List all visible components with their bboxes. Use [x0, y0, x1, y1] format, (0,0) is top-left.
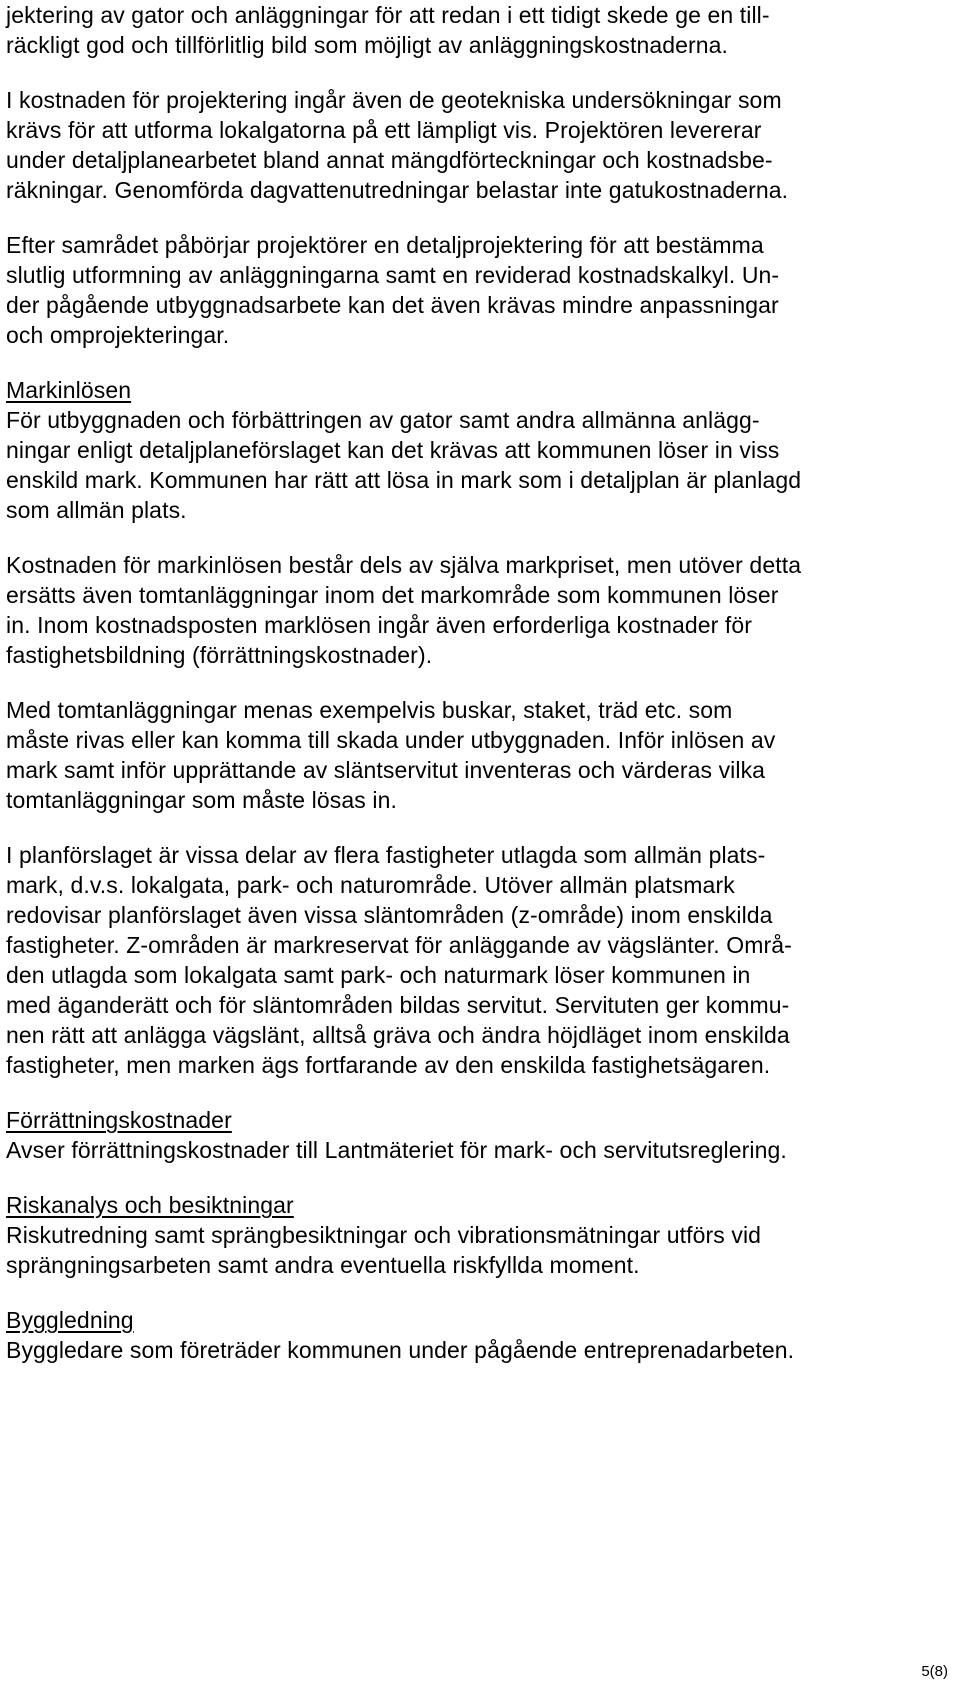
heading-forrattningskostnader: Förrättningskostnader — [6, 1107, 232, 1133]
para-tomtanlaggningar-line-3: mark samt inför upprättande av släntservitut inventeras och värderas vilka — [6, 757, 766, 783]
heading-byggledning: Byggledning — [6, 1307, 134, 1333]
byggledning-line-1: Byggledare som företräder kommunen under pågående entreprenadarbeten. — [6, 1337, 795, 1363]
intro-line-1: jektering av gator och anläggningar för att redan i ett tidigt skede ge en till- — [6, 2, 770, 28]
para-planforslaget-line-7: nen rätt att anlägga vägslänt, alltså gräva och ändra höjdläget inom enskilda — [6, 1022, 790, 1048]
para-samrad-line-1: Efter samrådet påbörjar projektörer en detaljprojektering för att bestämma — [6, 232, 764, 258]
markinlosen-line-1: För utbyggnaden och förbättringen av gator samt andra allmänna anlägg- — [6, 407, 760, 433]
para-planforslaget-line-2: mark, d.v.s. lokalgata, park- och naturområde. Utöver allmän platsmark — [6, 872, 735, 898]
para-planforslaget-line-8: fastigheter, men marken ägs fortfarande av den enskilda fastighetsägaren. — [6, 1052, 771, 1078]
para-projektering-line-3: under detaljplanearbetet bland annat mängdförteckningar och kostnadsbe- — [6, 147, 773, 173]
forrattning-line-1: Avser förrättningskostnader till Lantmäteriet för mark- och servitutsreglering. — [6, 1137, 787, 1163]
para-planforslaget-line-5: den utlagda som lokalgata samt park- och naturmark löser kommunen in — [6, 962, 751, 988]
para-samrad-line-3: der pågående utbyggnadsarbete kan det även krävas mindre anpassningar — [6, 292, 779, 318]
para-kostnaden-line-4: fastighetsbildning (förrättningskostnader). — [6, 642, 433, 668]
para-tomtanlaggningar-line-4: tomtanläggningar som måste lösas in. — [6, 787, 397, 813]
markinlosen-line-2: ningar enligt detaljplaneförslaget kan det krävas att kommunen löser in viss — [6, 437, 780, 463]
para-projektering-line-4: räkningar. Genomförda dagvattenutredningar belastar inte gatukostnaderna. — [6, 177, 789, 203]
para-planforslaget-line-6: med äganderätt och för släntområden bildas servitut. Servituten ger kommu- — [6, 992, 790, 1018]
para-tomtanlaggningar-line-2: måste rivas eller kan komma till skada under utbyggnaden. Inför inlösen av — [6, 727, 776, 753]
para-projektering-line-2: krävs för att utforma lokalgatorna på ett lämpligt vis. Projektören levererar — [6, 117, 762, 143]
page-number: 5(8) — [921, 1663, 948, 1680]
para-samrad-line-4: och omprojekteringar. — [6, 322, 230, 348]
heading-markinlosen: Markinlösen — [6, 377, 132, 403]
intro-line-2: räckligt god och tillförlitlig bild som möjligt av anläggningskostnaderna. — [6, 32, 729, 58]
para-kostnaden-line-3: in. Inom kostnadsposten marklösen ingår även erforderliga kostnader för — [6, 612, 753, 638]
heading-riskanalys: Riskanalys och besiktningar — [6, 1192, 294, 1218]
riskanalys-line-1: Riskutredning samt sprängbesiktningar och vibrationsmätningar utförs vid — [6, 1222, 762, 1248]
para-planforslaget-line-1: I planförslaget är vissa delar av flera fastigheter utlagda som allmän plats- — [6, 842, 766, 868]
para-planforslaget-line-3: redovisar planförslaget även vissa släntområden (z-område) inom enskilda — [6, 902, 773, 928]
para-kostnaden-line-2: ersätts även tomtanläggningar inom det markområde som kommunen löser — [6, 582, 779, 608]
markinlosen-line-3: enskild mark. Kommunen har rätt att lösa in mark som i detaljplan är planlagd — [6, 467, 802, 493]
riskanalys-line-2: sprängningsarbeten samt andra eventuella riskfyllda moment. — [6, 1252, 640, 1278]
para-tomtanlaggningar-line-1: Med tomtanläggningar menas exempelvis buskar, staket, träd etc. som — [6, 697, 733, 723]
para-planforslaget-line-4: fastigheter. Z-områden är markreservat för anläggande av vägslänter. Områ- — [6, 932, 792, 958]
para-projektering-line-1: I kostnaden för projektering ingår även de geotekniska undersökningar som — [6, 87, 782, 113]
para-kostnaden-line-1: Kostnaden för markinlösen består dels av själva markpriset, men utöver detta — [6, 552, 802, 578]
markinlosen-line-4: som allmän plats. — [6, 497, 187, 523]
para-samrad-line-2: slutlig utformning av anläggningarna samt en reviderad kostnadskalkyl. Un- — [6, 262, 780, 288]
